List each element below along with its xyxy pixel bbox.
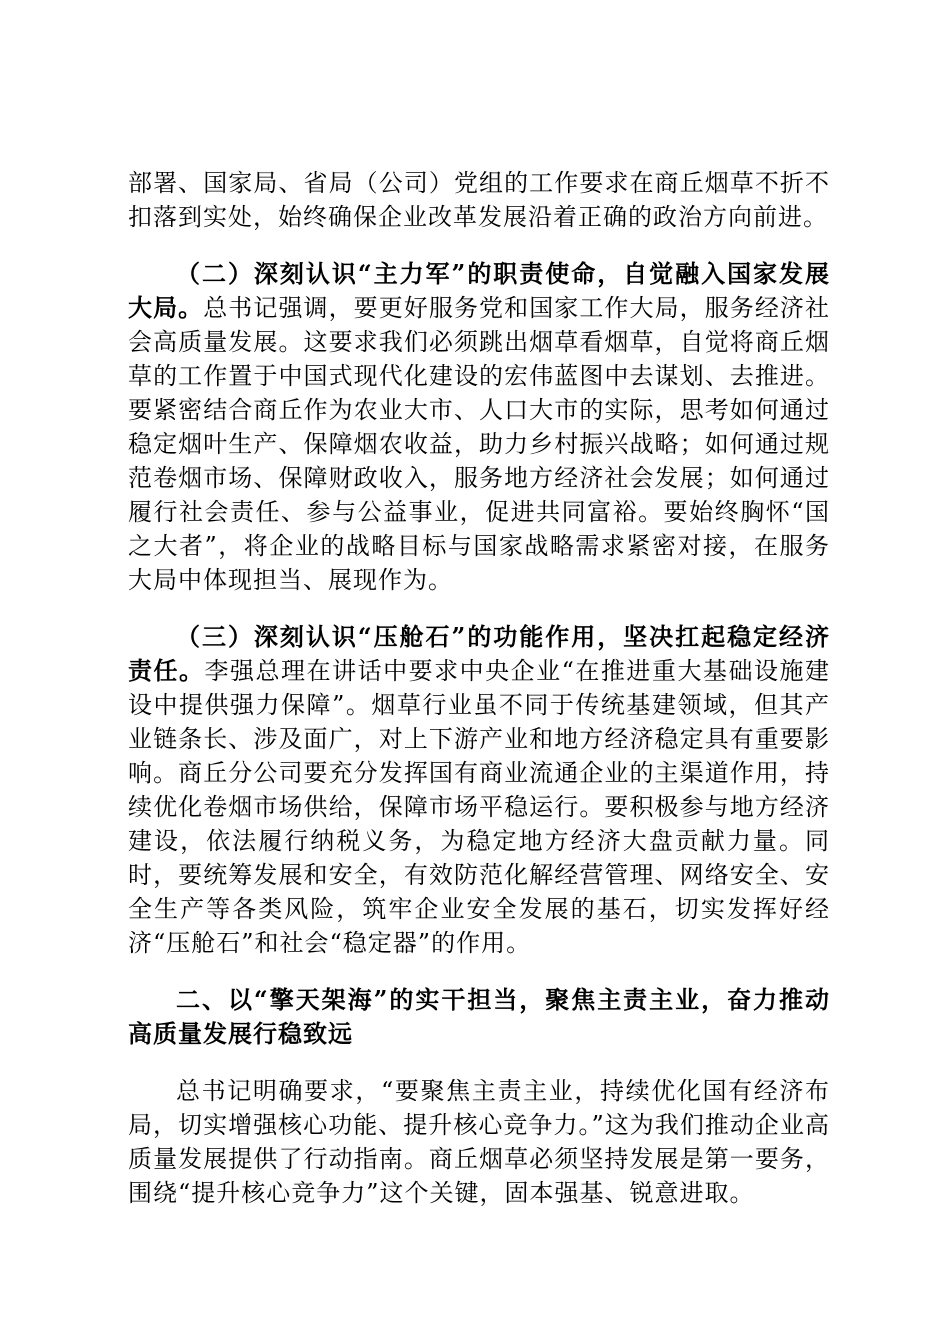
paragraph-section-two	[128, 257, 830, 597]
document-page	[128, 166, 830, 1233]
paragraph-lead-heading: （三）深刻认识“压舱石”的功能作用，坚决扛起稳定经济责任。	[128, 622, 830, 685]
section-heading	[128, 983, 830, 1051]
paragraph-section-three	[128, 620, 830, 960]
paragraph-intro	[128, 1074, 830, 1210]
paragraph-body: 总书记强调，要更好服务党和国家工作大局，服务经济社会高质量发展。这要求我们必须跳出烟草看烟草，自觉将商丘烟草的工作置于中国式现代化建设的宏伟蓝图中去谋划、去推进。要紧密结合商丘作为农业大市、人口大市的实际，思考如何通过稳定烟叶生产、保障烟农收益，助力乡村振兴战略；如何通过规范卷烟市场、保障财政收入，服务地方经济社会发展；如何通过履行社会责任、参与公益事业，促进共同富裕。要始终胸怀“国之大者”，将企业的战略目标与国家战略需求紧密对接，在服务大局中体现担当、展现作为。	[128, 294, 831, 594]
paragraph-body: 李强总理在讲话中要求中央企业“在推进重大基础设施建设中提供强力保障”。烟草行业虽不同于传统基建领域，但其产业链条长、涉及面广，对上下游产业和地方经济稳定具有重要影响。商丘分公司要充分发挥国有商业流通企业的主渠道作用，持续优化卷烟市场供给，保障市场平稳运行。要积极参与地方经济建设，依法履行纳税义务，为稳定地方经济大盘贡献力量。同时，要统筹发展和安全，有效防范化解经营管理、网络安全、安全生产等各类风险，筑牢企业安全发展的基石，切实发挥好经济“压舱石”和社会“稳定器”的作用。	[128, 657, 830, 957]
section-heading-text: 二、以“擎天架海”的实干担当，聚焦主责主业，奋力推动高质量发展行稳致远	[128, 985, 830, 1048]
paragraph-text: 总书记明确要求，“要聚焦主责主业，持续优化国有经济布局，切实增强核心功能、提升核心竞争力。”这为我们推动企业高质量发展提供了行动指南。商丘烟草必须坚持发展是第一要务，围绕“提升核心竞争力”这个关键，固本强基、锐意进取。	[128, 1077, 830, 1207]
paragraph-continuation	[128, 166, 830, 234]
paragraph-lead-heading: （二）深刻认识“主力军”的职责使命，自觉融入国家发展大局。	[128, 259, 830, 322]
paragraph-text: 部署、国家局、省局（公司）党组的工作要求在商丘烟草不折不扣落到实处，始终确保企业改革发展沿着正确的政治方向前进。	[128, 169, 830, 231]
